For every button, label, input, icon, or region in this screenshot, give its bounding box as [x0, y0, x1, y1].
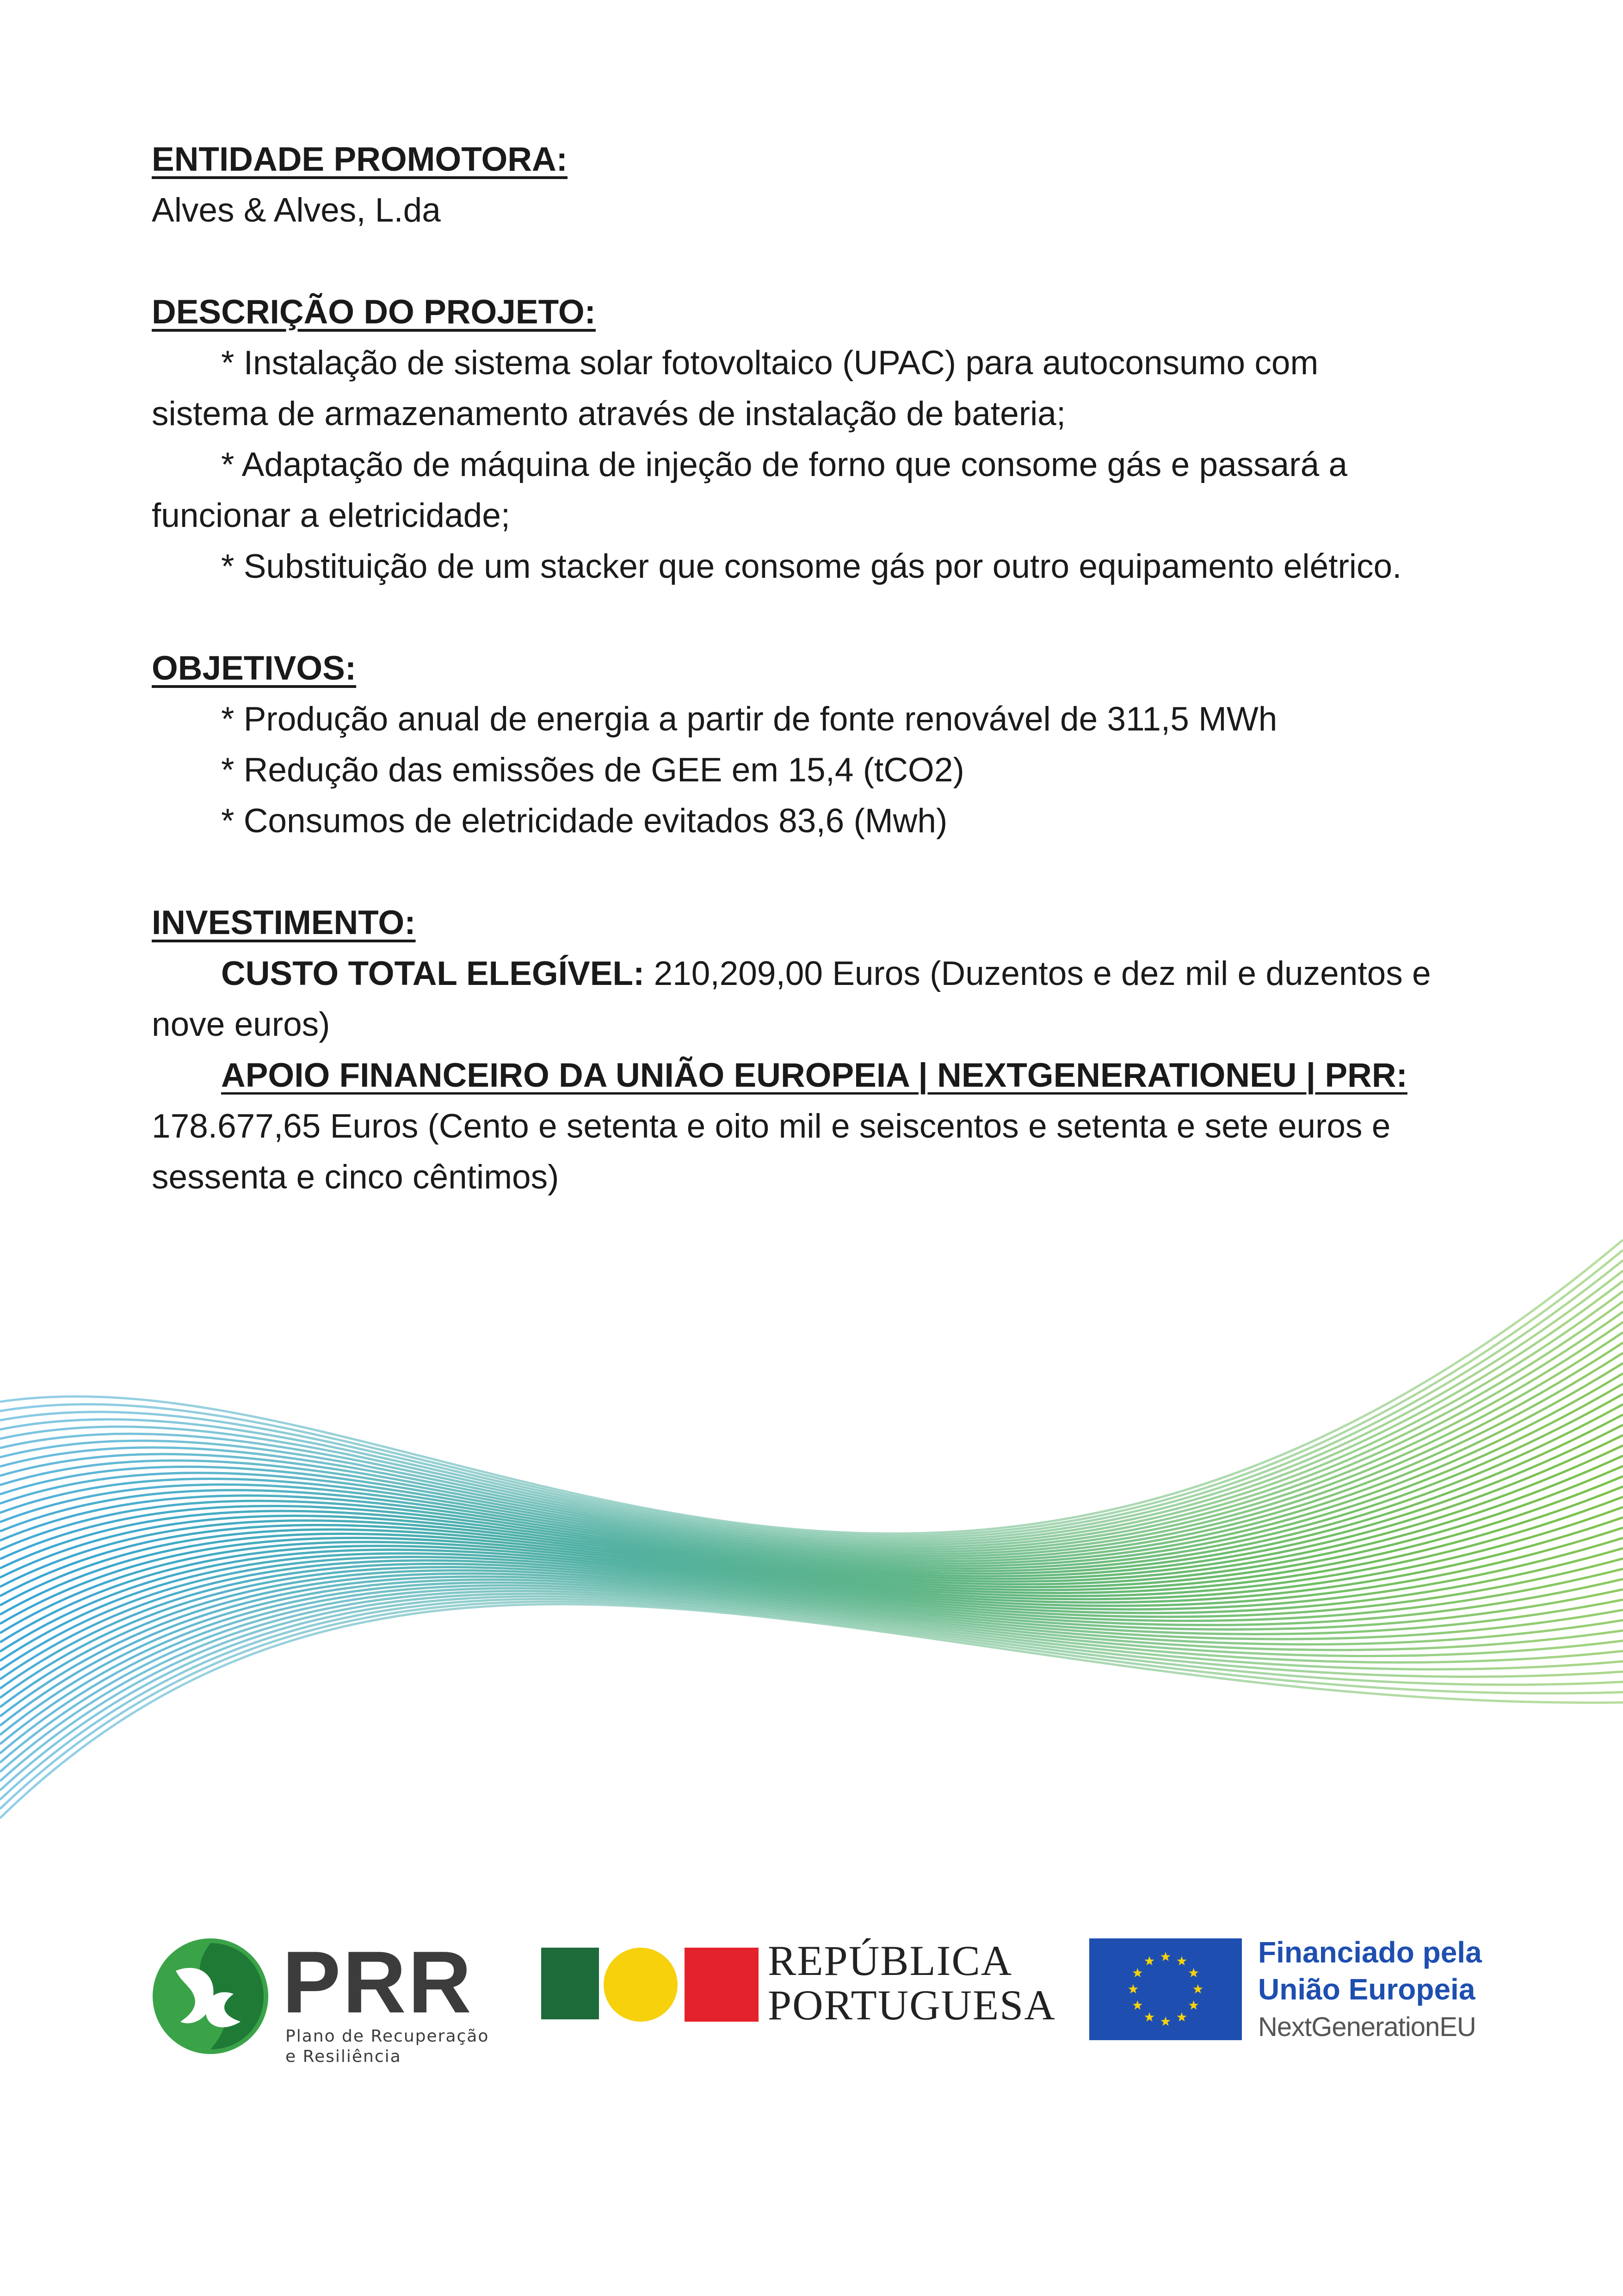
republica-portuguesa-logo — [541, 1937, 1056, 2031]
apoio-line — [152, 1050, 1516, 1101]
heading-promotora: ENTIDADE PROMOTORA: — [152, 141, 568, 178]
eu-star-icon — [1161, 2017, 1171, 2026]
prr-subtitle — [285, 2026, 489, 2067]
heading-descricao: DESCRIÇÃO DO PROJETO: — [152, 293, 596, 331]
rp-red-square — [685, 1948, 759, 2022]
footer-logos — [0, 1911, 1623, 2077]
prr-name: PRR — [282, 1933, 474, 2031]
section-promotora — [152, 134, 1516, 236]
descricao-item-2b: funcionar a eletricidade; — [152, 497, 511, 534]
section-objetivos — [152, 643, 1516, 847]
rp-text — [768, 1938, 1056, 2027]
apoio-value-cont: sessenta e cinco cêntimos) — [152, 1158, 559, 1196]
section-investimento — [152, 897, 1516, 1203]
descricao-item-3: * Substituição de um stacker que consome gás por outro equipamento elétrico. — [221, 548, 1402, 585]
custo-value: 210,209,00 Euros (Duzentos e dez mil e duzentos e — [644, 955, 1431, 992]
prr-emblem-icon — [148, 1934, 273, 2059]
eu-line-3: NextGenerationEU — [1258, 2012, 1476, 2042]
wave-line — [0, 1250, 1623, 1536]
descricao-item-2a: * Adaptação de máquina de injeção de forno que consome gás e passará a — [221, 446, 1348, 483]
custo-line — [152, 948, 1516, 999]
rp-line-1: REPÚBLICA — [768, 1937, 1013, 1984]
section-descricao — [152, 287, 1516, 592]
custo-value-cont: nove euros) — [152, 1006, 330, 1043]
objetivo-item: * Consumos de eletricidade evitados 83,6 (Mwh) — [221, 802, 948, 840]
eu-flag-icon — [1089, 1938, 1242, 2040]
eu-star-icon — [1133, 1968, 1142, 1977]
objetivo-item: * Produção anual de energia a partir de fonte renovável de 311,5 MWh — [221, 700, 1277, 738]
eu-funding-logo — [1089, 1929, 1552, 2059]
rp-line-2: PORTUGUESA — [768, 1981, 1056, 2029]
eu-star-icon — [1189, 2000, 1198, 2010]
objetivo-item: * Redução das emissões de GEE em 15,4 (tCO2) — [221, 751, 964, 789]
eu-star-icon — [1177, 2012, 1187, 2022]
rp-green-square — [541, 1948, 599, 2019]
apoio-label: APOIO FINANCEIRO DA UNIÃO EUROPEIA | NEXTGENERATIONEU | PRR: — [221, 1057, 1407, 1094]
wave-line — [0, 1602, 1623, 1809]
eu-star-icon — [1145, 1956, 1154, 1965]
heading-objetivos: OBJETIVOS: — [152, 650, 357, 687]
decorative-wave-lines — [0, 1203, 1623, 1874]
eu-line-1: Financiado pela — [1258, 1936, 1482, 1969]
wave-line — [0, 1332, 1623, 1554]
eu-star-icon — [1193, 1984, 1203, 1993]
apoio-value: 178.677,65 Euros (Cento e setenta e oito mil e seiscentos e setenta e sete euros e — [152, 1108, 1391, 1145]
descricao-item-1a: * Instalação de sistema solar fotovoltaico (UPAC) para autoconsumo com — [221, 344, 1319, 382]
prr-logo — [148, 1934, 509, 2073]
eu-line-2: União Europeia — [1258, 1973, 1475, 2006]
eu-star-icon — [1129, 1984, 1138, 1993]
prr-subtitle-line-2: e Resiliência — [285, 2047, 401, 2066]
document-body — [152, 134, 1516, 1254]
eu-star-icon — [1145, 2012, 1154, 2022]
eu-star-icon — [1161, 1952, 1171, 1961]
custo-label: CUSTO TOTAL ELEGÍVEL: — [221, 955, 645, 992]
eu-star-icon — [1189, 1968, 1198, 1977]
eu-star-icon — [1133, 2000, 1142, 2010]
prr-subtitle-line-1: Plano de Recuperação — [285, 2027, 489, 2046]
promotora-name: Alves & Alves, L.da — [152, 192, 441, 229]
wave-line — [0, 1343, 1623, 1556]
wave-line — [0, 1599, 1623, 1800]
eu-star-icon — [1177, 1956, 1187, 1965]
descricao-item-1b: sistema de armazenamento através de instalação de bateria; — [152, 395, 1066, 433]
heading-investimento: INVESTIMENTO: — [152, 904, 416, 941]
rp-yellow-circle — [604, 1948, 678, 2022]
